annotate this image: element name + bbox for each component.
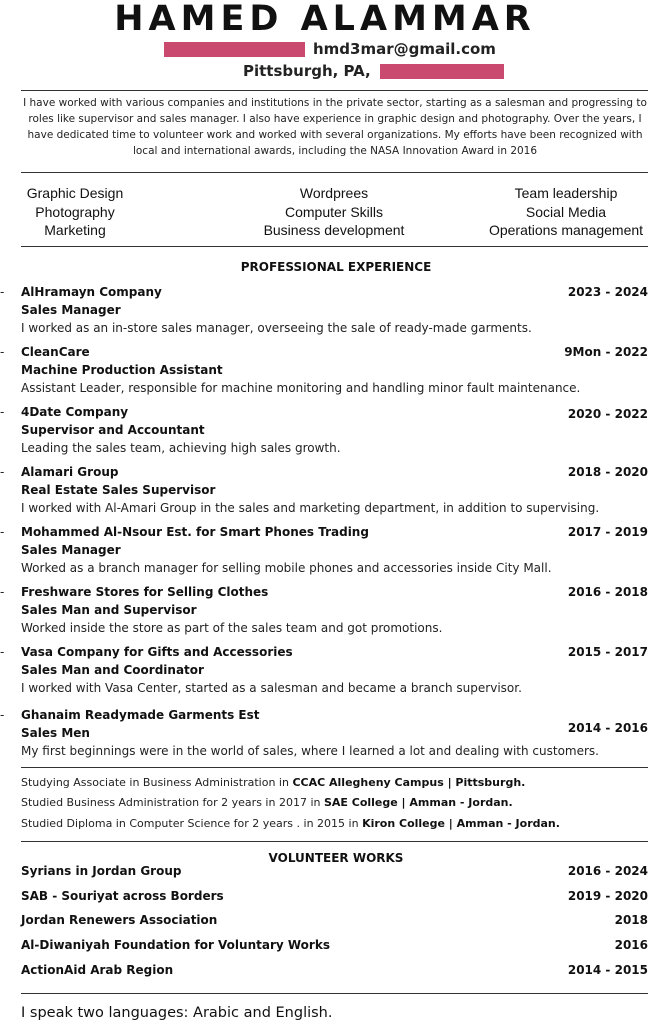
skill-item: Business development [263, 222, 405, 238]
divider [21, 993, 648, 994]
education-entry [21, 796, 513, 810]
volunteer-dates: 2019 - 2020 [567, 889, 648, 903]
education-text: Studied Diploma in Computer Science for 2 years . in 2015 in [21, 817, 363, 830]
volunteer-section-title: VOLUNTEER WORKS [268, 851, 404, 865]
job-dates: 9Mon - 2022 [564, 345, 648, 359]
company-name: 4Date Company [21, 405, 129, 419]
job-description: Assistant Leader, responsible for machine monitoring and handling minor fault maintenance. [21, 381, 581, 395]
job-role: Real Estate Sales Supervisor [21, 483, 216, 497]
volunteer-entry [21, 937, 648, 953]
experience-section-title: PROFESSIONAL EXPERIENCE [240, 260, 432, 274]
bullet: - [0, 644, 5, 659]
company-name: Freshware Stores for Selling Clothes [21, 585, 269, 599]
skill-item: Marketing [44, 222, 106, 238]
job-description: Worked as a branch manager for selling mobile phones and accessories inside City Mall. [21, 561, 552, 575]
bullet: - [0, 584, 5, 599]
skill-item: Wordprees [299, 185, 369, 201]
job-role: Sales Men [21, 726, 90, 740]
education-text: Studied Business Administration for 2 years in 2017 in [21, 796, 324, 809]
skills-column-1 [12, 184, 138, 240]
company-name: CleanCare [21, 345, 90, 359]
skills-column-3 [478, 184, 650, 240]
job-dates: 2018 - 2020 [567, 465, 648, 479]
job-dates: 2015 - 2017 [567, 645, 648, 659]
education-entry [21, 817, 560, 831]
redaction-bar-location [380, 64, 504, 79]
volunteer-entry [21, 863, 648, 879]
job-dates: 2023 - 2024 [567, 285, 648, 299]
bullet: - [0, 344, 5, 359]
job-description: Worked inside the store as part of the sales team and got promotions. [21, 621, 443, 635]
company-name: Ghanaim Readymade Garments Est [21, 708, 260, 722]
volunteer-org: Al-Diwaniyah Foundation for Voluntary Works [21, 938, 330, 952]
volunteer-org: SAB - Souriyat across Borders [21, 889, 224, 903]
volunteer-entry [21, 962, 648, 978]
education-entry [21, 776, 525, 790]
volunteer-org: Syrians in Jordan Group [21, 864, 182, 878]
job-dates: 2016 - 2018 [567, 585, 648, 599]
job-role: Machine Production Assistant [21, 363, 223, 377]
divider [21, 90, 648, 91]
job-description: I worked with Al-Amari Group in the sales and marketing department, in addition to supervising. [21, 501, 600, 515]
job-description: My first beginnings were in the world of sales, where I learned a lot and dealing with customers. [21, 744, 599, 758]
bullet: - [0, 404, 5, 419]
skill-item: Social Media [525, 203, 607, 220]
job-dates: 2014 - 2016 [567, 721, 648, 735]
volunteer-org: ActionAid Arab Region [21, 963, 174, 977]
job-description: Leading the sales team, achieving high sales growth. [21, 441, 341, 455]
company-name: AlHramayn Company [21, 285, 162, 299]
divider [21, 767, 648, 768]
email-address: hmd3mar@gmail.com [313, 40, 496, 58]
job-dates: 2017 - 2019 [567, 525, 648, 539]
company-name: Vasa Company for Gifts and Accessories [21, 645, 293, 659]
job-role: Sales Man and Supervisor [21, 603, 197, 617]
skill-item: Operations management [488, 222, 644, 238]
languages-statement: I speak two languages: Arabic and English. [21, 1005, 333, 1021]
redaction-bar-email [164, 42, 305, 57]
volunteer-dates: 2018 [614, 913, 648, 927]
volunteer-dates: 2014 - 2015 [567, 963, 648, 977]
divider [21, 841, 648, 842]
education-institution: Kiron College | Amman - Jordan. [362, 817, 560, 830]
summary-paragraph: I have worked with various companies and institutions in the private sector, starting as a salesman and progressing to roles like supervisor and sales manager. I also have experience in graphic design and photography. Over the years, I have dedicated time to volunteer work and worked with several organizations. My efforts have been recognized with local and international awards, including the NASA Innovation Award in 2016 [23, 97, 647, 157]
job-role: Sales Man and Coordinator [21, 663, 204, 677]
divider [21, 172, 648, 173]
job-role: Supervisor and Accountant [21, 423, 205, 437]
volunteer-org: Jordan Renewers Association [21, 913, 218, 927]
job-dates: 2020 - 2022 [567, 407, 648, 421]
job-description: I worked as an in-store sales manager, overseeing the sale of ready-made garments. [21, 321, 532, 335]
candidate-name: HAMED ALAMMAR [114, 0, 536, 39]
skills-column-2 [244, 184, 424, 240]
bullet: - [0, 707, 5, 722]
bullet: - [0, 284, 5, 299]
company-name: Alamari Group [21, 465, 119, 479]
skill-item: Team leadership [514, 185, 618, 201]
bullet: - [0, 464, 5, 479]
company-name: Mohammed Al-Nsour Est. for Smart Phones Trading [21, 525, 369, 539]
education-institution: CCAC Allegheny Campus | Pittsburgh. [292, 776, 526, 789]
volunteer-entry [21, 912, 648, 928]
divider [21, 246, 648, 247]
job-role: Sales Manager [21, 543, 121, 557]
job-description: I worked with Vasa Center, started as a salesman and became a branch supervisor. [21, 681, 522, 695]
job-role: Sales Manager [21, 303, 121, 317]
skill-item: Photography [35, 203, 115, 220]
bullet: - [0, 524, 5, 539]
skill-item: Computer Skills [284, 203, 384, 220]
education-text: Studying Associate in Business Administration in [21, 776, 293, 789]
volunteer-dates: 2016 - 2024 [567, 864, 648, 878]
volunteer-dates: 2016 [614, 938, 648, 952]
volunteer-entry [21, 888, 648, 904]
skill-item: Graphic Design [26, 185, 124, 201]
location: Pittsburgh, PA, [243, 62, 371, 80]
education-institution: SAE College | Amman - Jordan. [323, 796, 513, 809]
